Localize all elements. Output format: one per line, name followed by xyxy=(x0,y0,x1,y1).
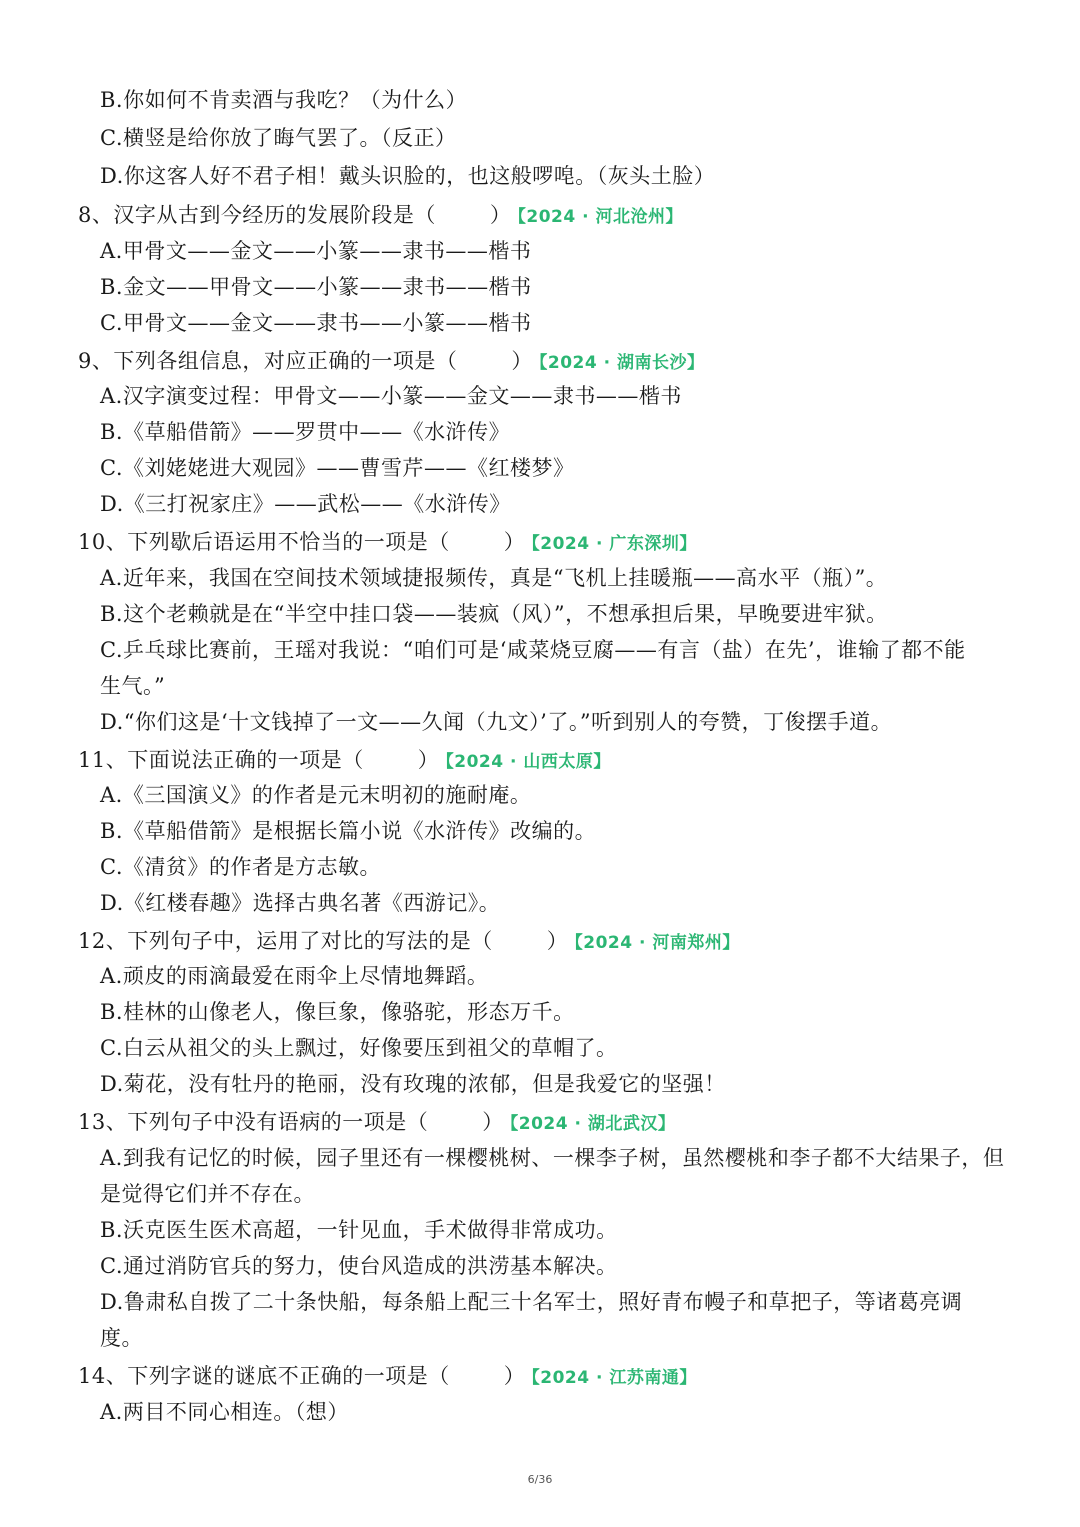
option-line: D.《三打祝家庄》——武松——《水浒传》 xyxy=(100,492,511,516)
option-line: B.《草船借箭》是根据长篇小说《水浒传》改编的。 xyxy=(100,819,597,843)
option-line: C.通过消防官兵的努力，使台风造成的洪涝基本解决。 xyxy=(100,1254,618,1278)
option-line: C.甲骨文——金文——隶书——小篆——楷书 xyxy=(100,311,532,335)
question-14: 14、下列字谜的谜底不正确的一项是（ ） 【2024 · 江苏南通】 xyxy=(78,1364,697,1388)
option-line: D.鲁肃私自拨了二十条快船，每条船上配三十名军士，照好青布幔子和草把子，等诸葛亮调 xyxy=(100,1290,963,1314)
question-10: 10、下列歇后语运用不恰当的一项是（ ） 【2024 · 广东深圳】 xyxy=(78,530,697,554)
option-line: B.这个老赖就是在“半空中挂口袋——装疯（风）”，不想承担后果，早晚要进牢狱。 xyxy=(100,602,888,626)
question-8: 8、汉字从古到今经历的发展阶段是（ ） 【2024 · 河北沧州】 xyxy=(78,203,683,227)
source-tag: 【2024 · 河南郑州】 xyxy=(574,933,740,953)
option-line: 是觉得它们并不存在。 xyxy=(100,1182,315,1206)
source-tag: 【2024 · 河北沧州】 xyxy=(517,207,683,227)
option-line: D.“你们这是‘十文钱掉了一文——久闻（九文）’了。”听到别人的夸赞，丁俊摆手道。 xyxy=(100,710,893,734)
source-tag: 【2024 · 湖北武汉】 xyxy=(509,1114,676,1134)
option-line: A.顽皮的雨滴最爱在雨伞上尽情地舞蹈。 xyxy=(100,964,489,988)
option-line: B.金文——甲骨文——小篆——隶书——楷书 xyxy=(100,275,532,299)
option-line: D.《红楼春趣》选择古典名著《西游记》。 xyxy=(100,891,501,915)
option-line: C.白云从祖父的头上飘过，好像要压到祖父的草帽了。 xyxy=(100,1036,618,1060)
option-line: B.你如何不肯卖酒与我吃？（为什么） xyxy=(100,88,468,112)
option-line: B.沃克医生医术高超，一针见血，手术做得非常成功。 xyxy=(100,1218,618,1242)
option-line: A.甲骨文——金文——小篆——隶书——楷书 xyxy=(100,239,532,263)
option-line: C.横竖是给你放了晦气罢了。（反正） xyxy=(100,126,457,150)
source-tag: 【2024 · 广东深圳】 xyxy=(531,534,697,554)
option-line: A.近年来，我国在空间技术领域捷报频传，真是“飞机上挂暖瓶——高水平（瓶）”。 xyxy=(100,566,888,590)
option-line: C.《刘姥姥进大观园》——曹雪芹——《红楼梦》 xyxy=(100,456,575,480)
option-line: D.你这客人好不君子相！戴头识脸的，也这般啰唣。（灰头土脸） xyxy=(100,164,716,188)
option-line: B.桂林的山像老人，像巨象，像骆驼，形态万千。 xyxy=(100,1000,575,1024)
question-12: 12、下列句子中，运用了对比的写法的是（ ） 【2024 · 河南郑州】 xyxy=(78,929,740,953)
source-tag: 【2024 · 江苏南通】 xyxy=(531,1368,697,1388)
option-line: D.菊花，没有牡丹的艳丽，没有玫瑰的浓郁，但是我爱它的坚强！ xyxy=(100,1072,726,1096)
option-line: C.《清贫》的作者是方志敏。 xyxy=(100,855,381,879)
question-9: 9、下列各组信息，对应正确的一项是（ ） 【2024 · 湖南长沙】 xyxy=(78,349,705,373)
option-line: 生气。” xyxy=(100,674,166,698)
question-13: 13、下列句子中没有语病的一项是（ ） 【2024 · 湖北武汉】 xyxy=(78,1110,676,1134)
option-line: A.到我有记忆的时候，园子里还有一棵樱桃树、一棵李子树，虽然樱桃和李子都不大结果子，但 xyxy=(100,1146,1005,1170)
source-tag: 【2024 · 湖南长沙】 xyxy=(538,353,705,373)
source-tag: 【2024 · 山西太原】 xyxy=(445,752,611,772)
page-number: 6/36 xyxy=(527,1473,553,1486)
option-line: A.汉字演变过程：甲骨文——小篆——金文——隶书——楷书 xyxy=(100,384,682,408)
option-line: A.两目不同心相连。（想） xyxy=(100,1400,349,1424)
option-line: A.《三国演义》的作者是元末明初的施耐庵。 xyxy=(100,783,532,807)
option-line: 度。 xyxy=(100,1326,143,1350)
question-11: 11、下面说法正确的一项是（ ） 【2024 · 山西太原】 xyxy=(78,748,611,772)
option-line: C.乒乓球比赛前，王瑶对我说：“咱们可是‘咸菜烧豆腐——有言（盐）在先’，谁输了都不能 xyxy=(100,638,966,662)
option-line: B.《草船借箭》——罗贯中——《水浒传》 xyxy=(100,420,511,444)
